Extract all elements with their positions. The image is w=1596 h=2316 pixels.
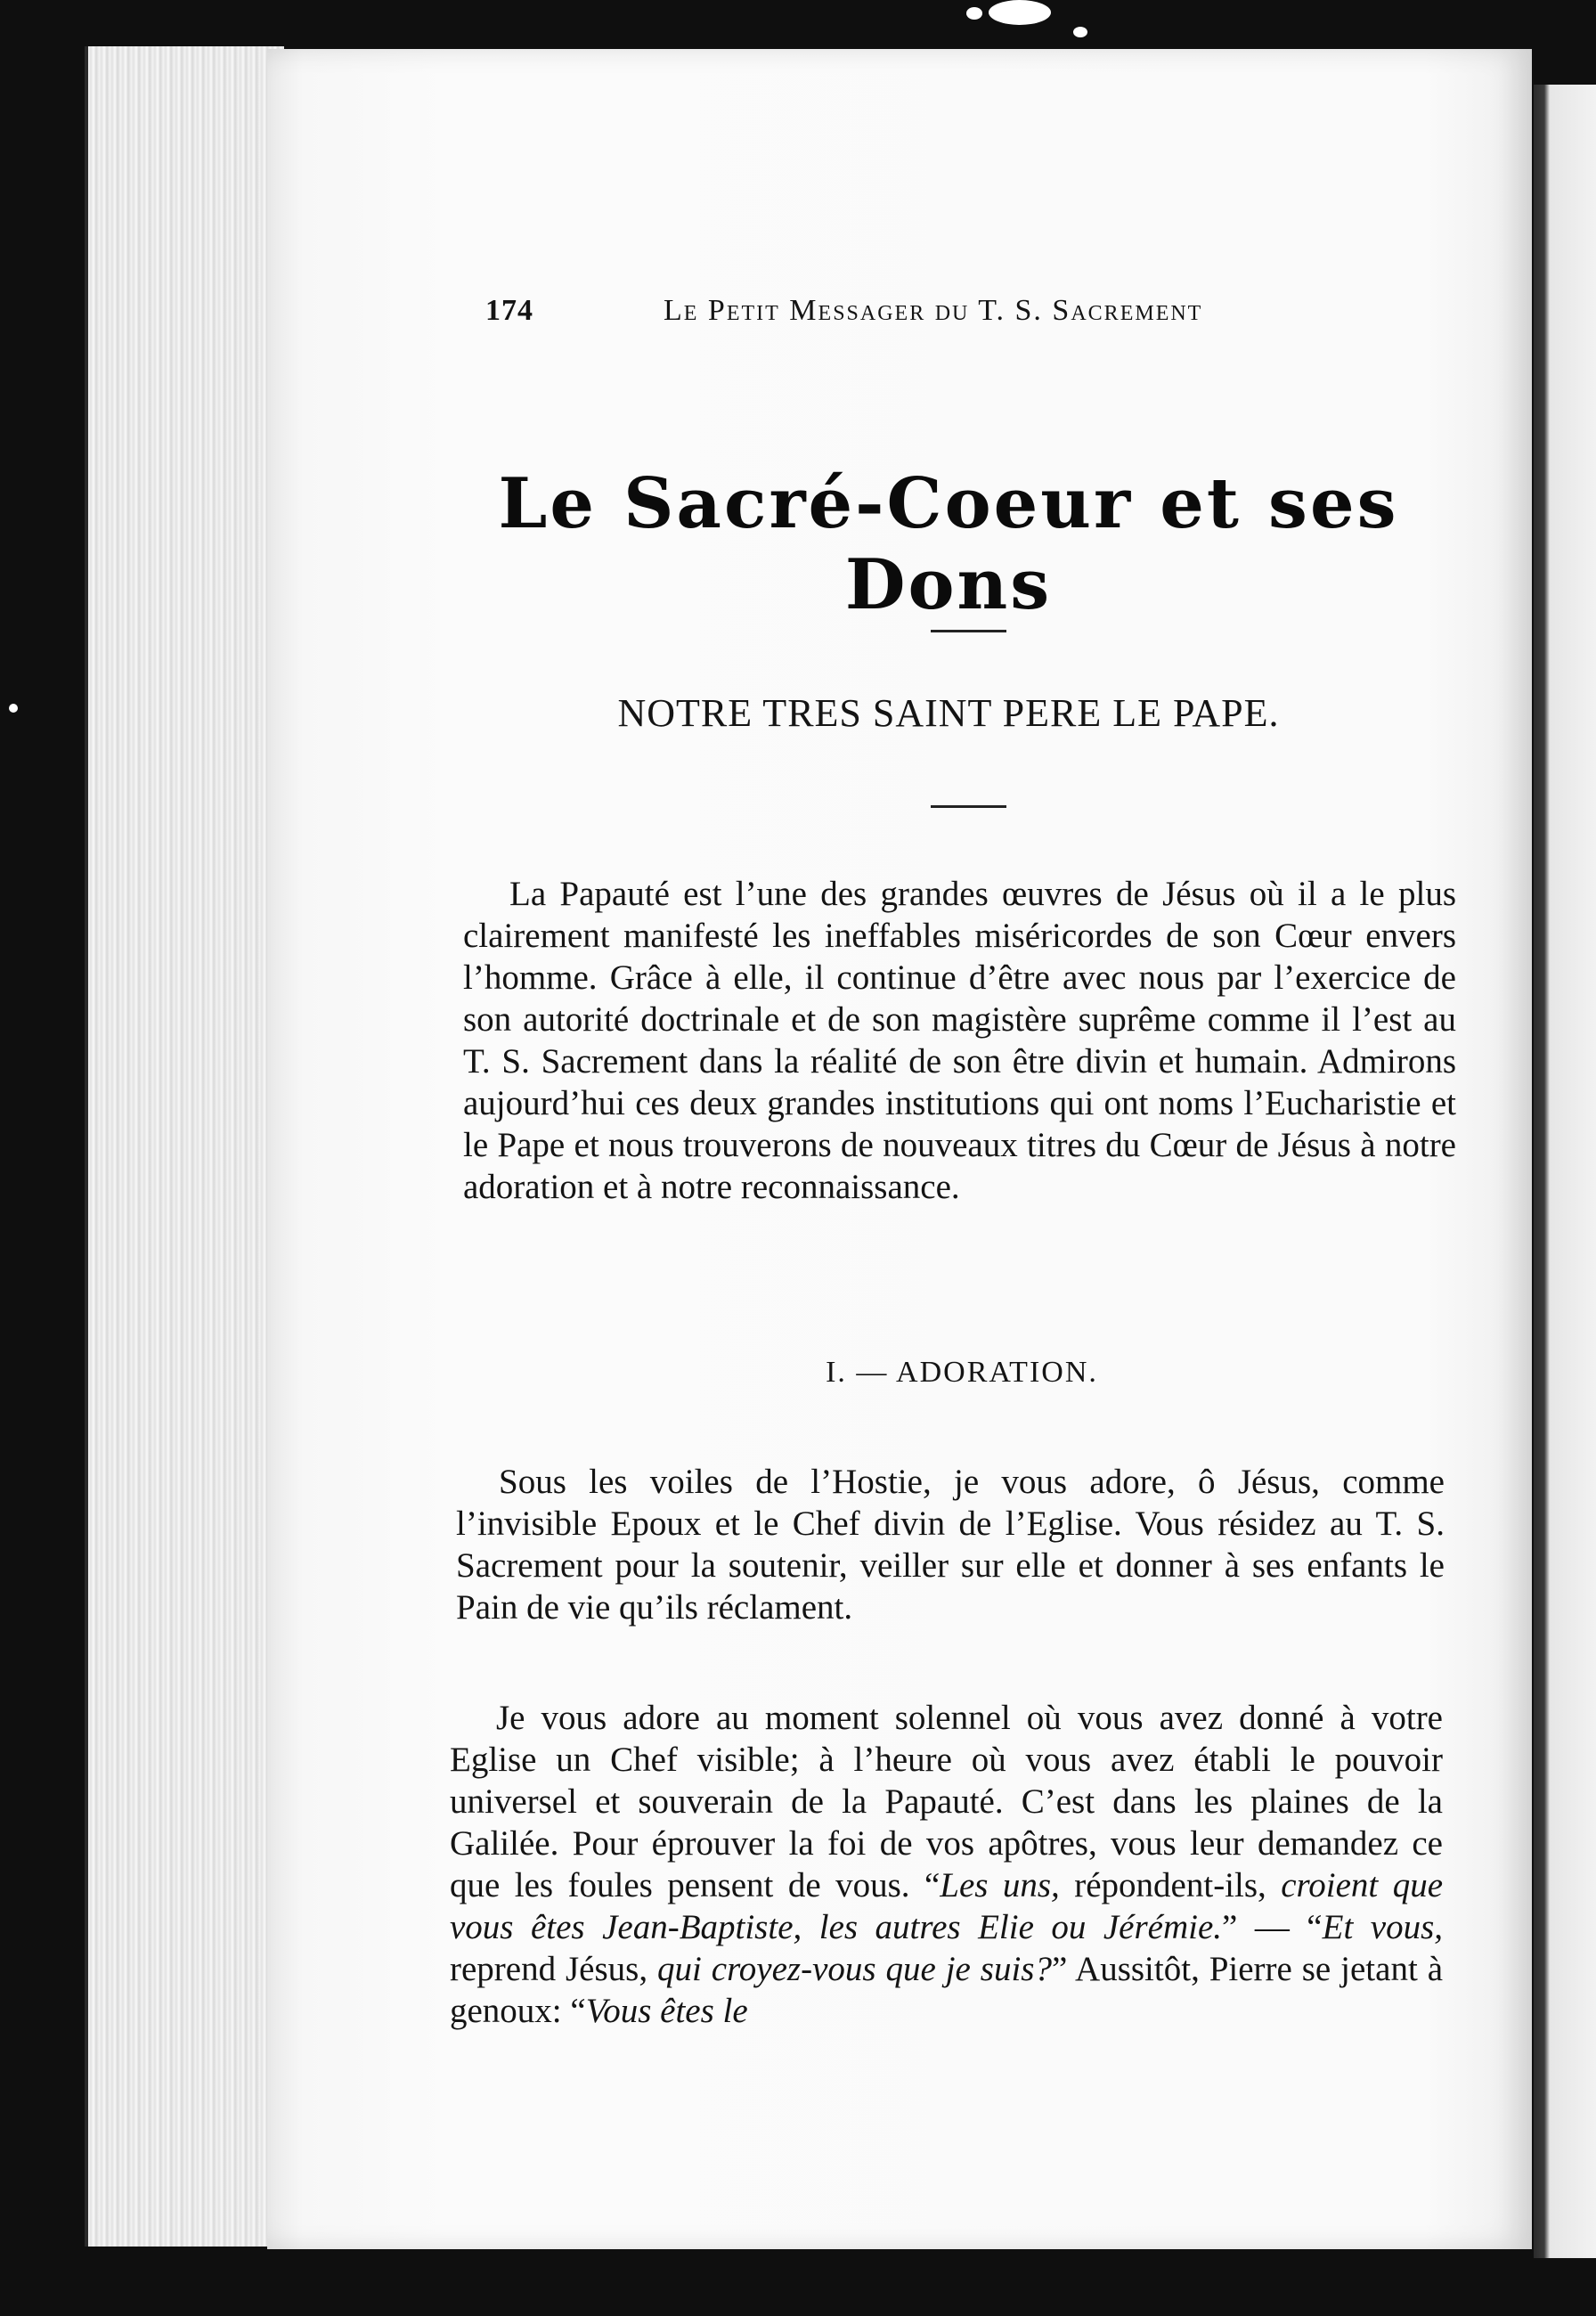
text-run: Je vous adore au moment solennel où vous avez donné à votre Eglise un Chef visible; à l’heure où vous avez établi le pouvoir universel et souverain de la Papauté. C’est dans les plaines de la Galilée. Pour éprouver la foi de vos apôtres, vous leur demandez ce que les foules pensent de vous. “ bbox=[450, 1699, 1443, 1904]
body-paragraph bbox=[450, 1697, 1443, 2032]
italic-quote: croient que vous êtes Jean-Baptiste, les autres Elie ou Jérémie. bbox=[450, 1866, 1444, 1946]
italic-quote: Et vous, bbox=[1322, 1908, 1444, 1946]
text-run: reprend Jésus, bbox=[450, 1950, 658, 1988]
running-header bbox=[485, 294, 1287, 338]
italic-quote: qui croyez-vous que je suis? bbox=[657, 1950, 1052, 1988]
italic-quote: Les uns, bbox=[940, 1866, 1060, 1904]
scan-dust-speck bbox=[9, 704, 18, 713]
article-title: Le Sacré-Coeur et ses Dons bbox=[498, 463, 1399, 625]
text-run: ” Aussitôt, Pierre se jetant à genoux: “ bbox=[450, 1950, 1444, 2030]
title-divider bbox=[931, 630, 1006, 632]
intro-paragraph: La Papauté est l’une des grandes œuvres de Jésus où il a le plus clairement manifesté les ineffables miséricordes de son Cœur envers l’homme. Grâce à elle, il continue d’être avec nous par l’exercice de son autorité doctrinale et de son magistère suprême comme il l’est au T. S. Sacrement dans la réalité de son être divin et humain. Admirons aujourd’hui ces deux grandes institutions qui ont noms l’Eucharistie et le Pape et nous trouverons de nouveaux titres du Cœur de Jésus à notre adoration et à notre reconnaissance. bbox=[463, 875, 1456, 1206]
scan-dust-speck bbox=[989, 0, 1051, 25]
article-subtitle: NOTRE TRES SAINT PERE LE PAPE. bbox=[617, 691, 1280, 735]
running-title: Le Petit Messager du T. S. Sacrement bbox=[664, 294, 1203, 327]
page-number: 174 bbox=[485, 294, 533, 327]
scan-dust-speck bbox=[1073, 27, 1087, 37]
text-run: ” — “ bbox=[1222, 1908, 1323, 1946]
text-run: répondent-ils, bbox=[1059, 1866, 1282, 1904]
section-heading: I. — ADORATION. bbox=[826, 1356, 1098, 1389]
italic-quote: Vous êtes le bbox=[585, 1992, 748, 2030]
next-page-edge bbox=[1534, 85, 1596, 2258]
subtitle-divider bbox=[931, 805, 1006, 808]
body-paragraph: Sous les voiles de l’Hostie, je vous adore, ô Jésus, comme l’invisible Epoux et le Chef divin de l’Eglise. Vous résidez au T. S. Sacrement pour la soutenir, veiller sur elle et donner à ses enfants le Pain de vie qu’ils réclament. bbox=[456, 1463, 1445, 1627]
page-stack-edges bbox=[85, 46, 284, 2247]
scan-dust-speck bbox=[966, 7, 982, 20]
